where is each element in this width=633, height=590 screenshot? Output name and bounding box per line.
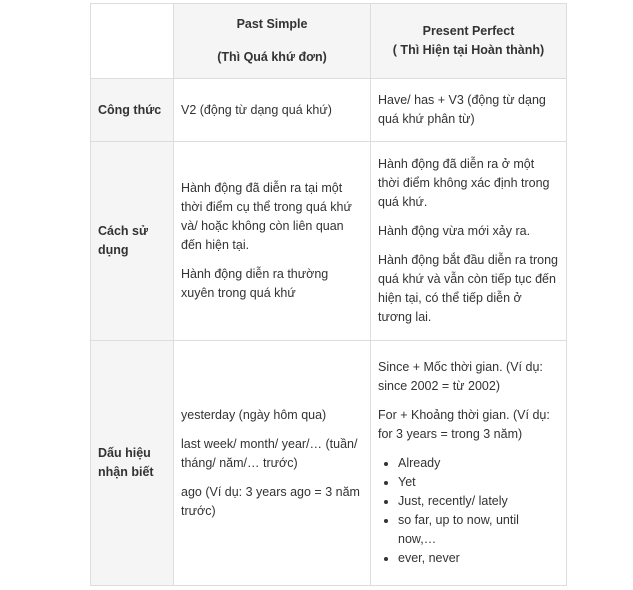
table-row — [91, 79, 567, 142]
usage-present-perfect-paragraph: Hành động bắt đầu diễn ra trong quá khứ và vẫn còn tiếp tục đến hiện tại, có thể tiếp diễn ở tương lai. — [378, 253, 558, 324]
signals-label: Dấu hiệu nhận biết — [91, 341, 174, 586]
tense-comparison-table — [90, 3, 567, 586]
present-perfect-title: Present Perfect — [422, 24, 515, 38]
usage-present-perfect-paragraph: Hành động vừa mới xảy ra. — [378, 224, 531, 238]
signals-present-perfect — [371, 341, 567, 586]
list-item: • Already — [398, 454, 559, 473]
signals-present-perfect-paragraph: Since + Mốc thời gian. (Ví dụ: since 2002 = từ 2002) — [378, 360, 543, 393]
usage-label: Cách sử dụng — [91, 142, 174, 341]
corner-cell — [91, 4, 174, 79]
past-simple-title: Past Simple — [236, 17, 308, 31]
past-simple-subtitle: (Thì Quá khứ đơn) — [217, 50, 327, 64]
table-header-row — [91, 4, 567, 79]
past-simple-header — [174, 4, 371, 79]
formula-present-perfect: Have/ has + V3 (động từ dạng quá khứ phân từ) — [371, 79, 567, 142]
list-item: • so far, up to now, until now,… — [398, 511, 559, 549]
signals-past-simple-paragraph: ago (Ví dụ: 3 years ago = 3 năm trước) — [181, 484, 360, 518]
signals-past-simple — [174, 341, 371, 586]
present-perfect-header — [371, 4, 567, 79]
table-row — [91, 341, 567, 586]
signal-keyword-list — [378, 454, 559, 568]
signals-present-perfect-paragraph: For + Khoảng thời gian. (Ví dụ: for 3 years = trong 3 năm) — [378, 408, 550, 441]
usage-past-simple-paragraph: Hành động diễn ra thường xuyên trong quá khứ — [181, 267, 329, 300]
usage-past-simple — [174, 142, 371, 341]
list-item: • Just, recently/ lately — [398, 492, 559, 511]
signals-past-simple-paragraph: yesterday (ngày hôm qua) — [181, 407, 327, 422]
present-perfect-subtitle: ( Thì Hiện tại Hoàn thành) — [392, 43, 545, 57]
formula-label: Công thức — [91, 79, 174, 142]
list-item: • Yet — [398, 473, 559, 492]
signals-past-simple-paragraph: last week/ month/ year/… (tuần/ tháng/ năm/… trước) — [181, 436, 358, 470]
formula-past-simple: V2 (động từ dạng quá khứ) — [174, 79, 371, 142]
list-item: • ever, never — [398, 549, 559, 568]
usage-present-perfect-paragraph: Hành động đã diễn ra ở một thời điểm không xác định trong quá khứ. — [378, 157, 550, 209]
usage-past-simple-paragraph: Hành động đã diễn ra tại một thời điểm cụ thể trong quá khứ và/ hoặc không còn liên quan đến hiện tại. — [181, 181, 352, 252]
table-row — [91, 142, 567, 341]
usage-present-perfect — [371, 142, 567, 341]
